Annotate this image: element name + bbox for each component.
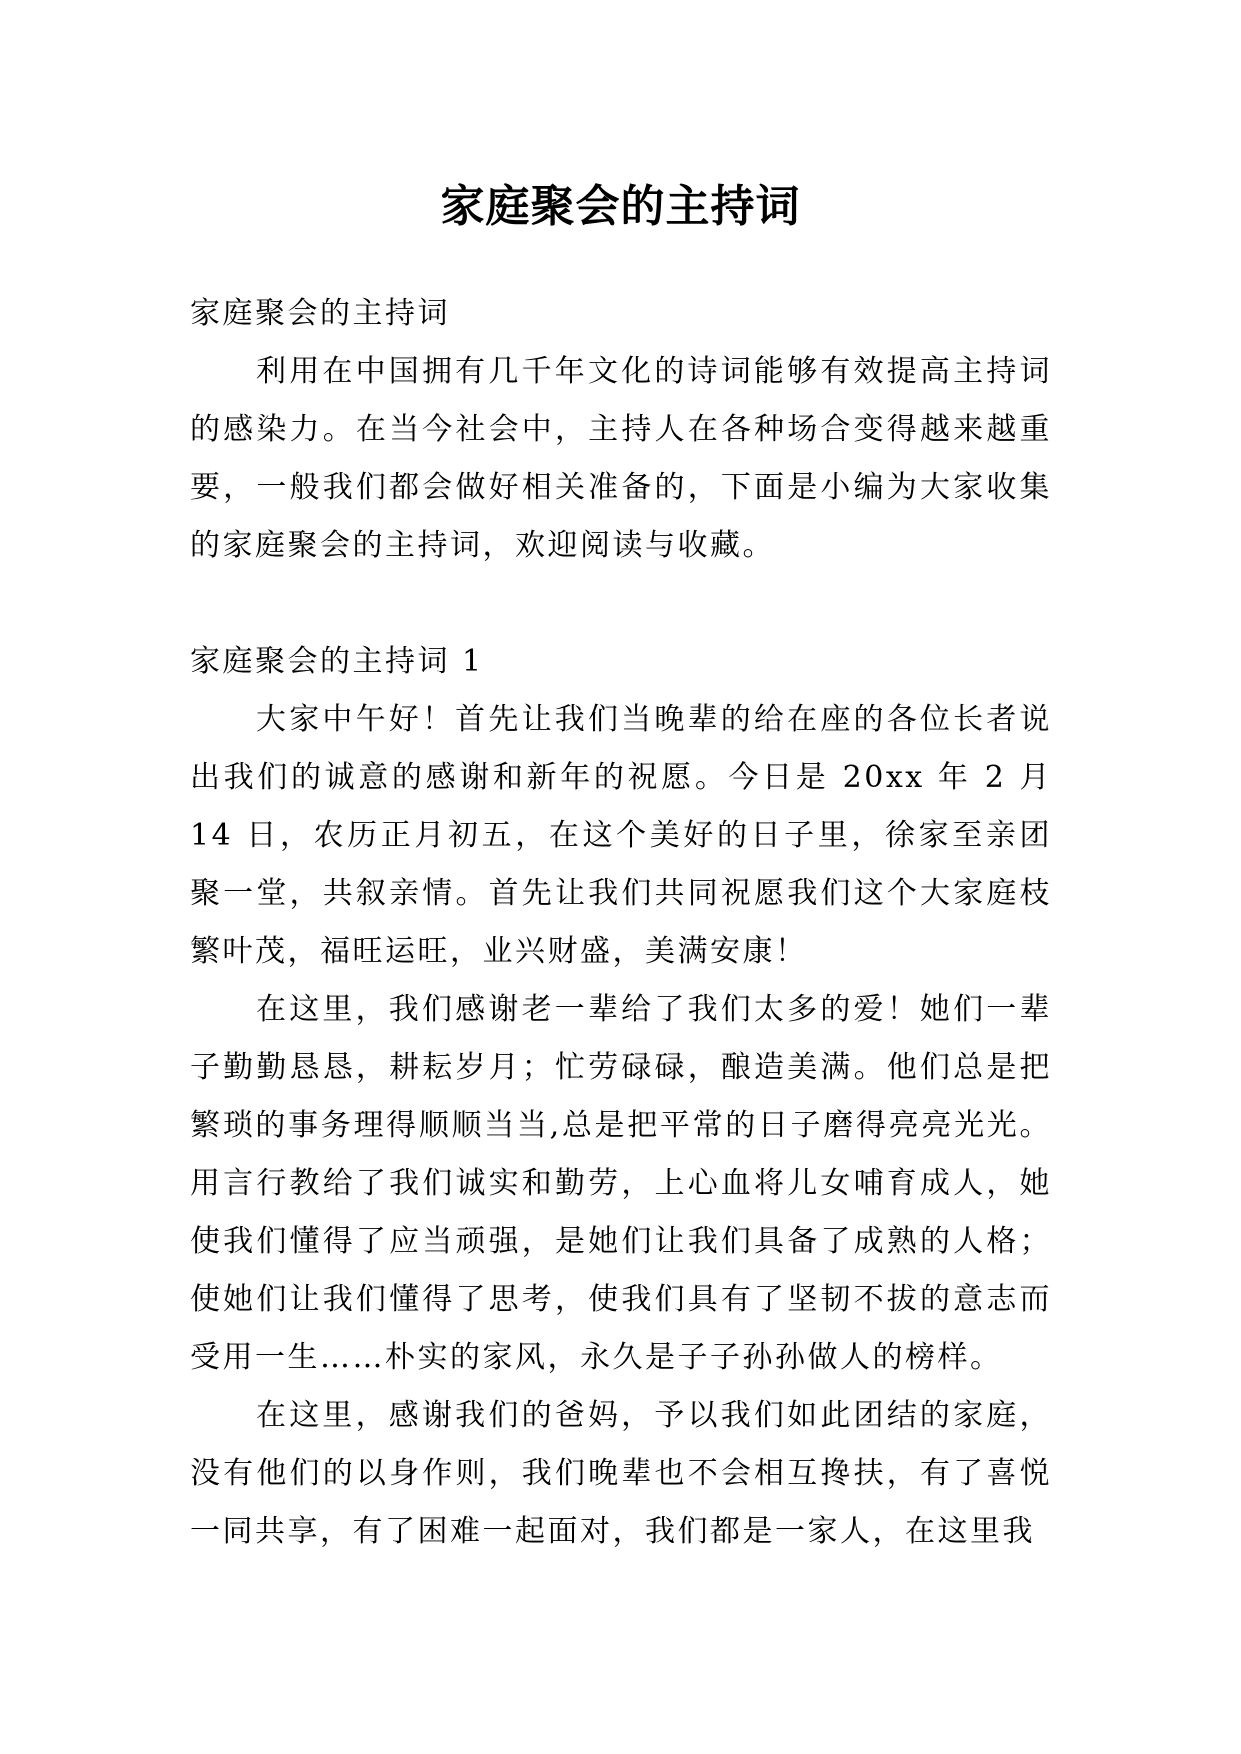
section-heading-1: 家庭聚会的主持词 1 <box>190 644 484 679</box>
intro-paragraph: 利用在中国拥有几千年文化的诗词能够有效提高主持词的感染力。在当今社会中，主持人在各种场合变得越来越重要，一般我们都会做好相关准备的，下面是小编为大家收集的家庭聚会的主持词，欢迎阅读与收藏。 <box>190 354 1052 563</box>
page-title: 家庭聚会的主持词 <box>440 181 801 233</box>
section1-paragraph-2: 在这里，我们感谢老一辈给了我们太多的爱！她们一辈子勤勤恳恳，耕耘岁月；忙劳碌碌，酿造美满。他们总是把繁琐的事务理得顺顺当当,总是把平常的日子磨得亮亮光光。用言行教给了我们诚实和勤劳，上心血将儿女哺育成人，她使我们懂得了应当顽强，是她们让我们具备了成熟的人格；使她们让我们懂得了思考，使我们具有了坚韧不拔的意志而受用一生……朴实的家风，永久是子子孙孙做人的榜样。 <box>190 992 1052 1375</box>
section1-paragraph-3: 在这里，感谢我们的爸妈，予以我们如此团结的家庭，没有他们的以身作则，我们晚辈也不会相互搀扶，有了喜悦一同共享，有了困难一起面对，我们都是一家人，在这里我 <box>190 1398 1052 1549</box>
section-spacer <box>190 575 1052 633</box>
section1-paragraph-1: 大家中午好！首先让我们当晚辈的给在座的各位长者说出我们的诚意的感谢和新年的祝愿。今日是 20xx 年 2 月 14 日，农历正月初五，在这个美好的日子里，徐家至亲团聚一堂，共叙亲情。首先让我们共同祝愿我们这个大家庭枝繁叶茂，福旺运旺，业兴财盛，美满安康！ <box>190 702 1052 969</box>
document-body <box>190 285 1052 1561</box>
intro-heading: 家庭聚会的主持词 <box>190 296 450 331</box>
